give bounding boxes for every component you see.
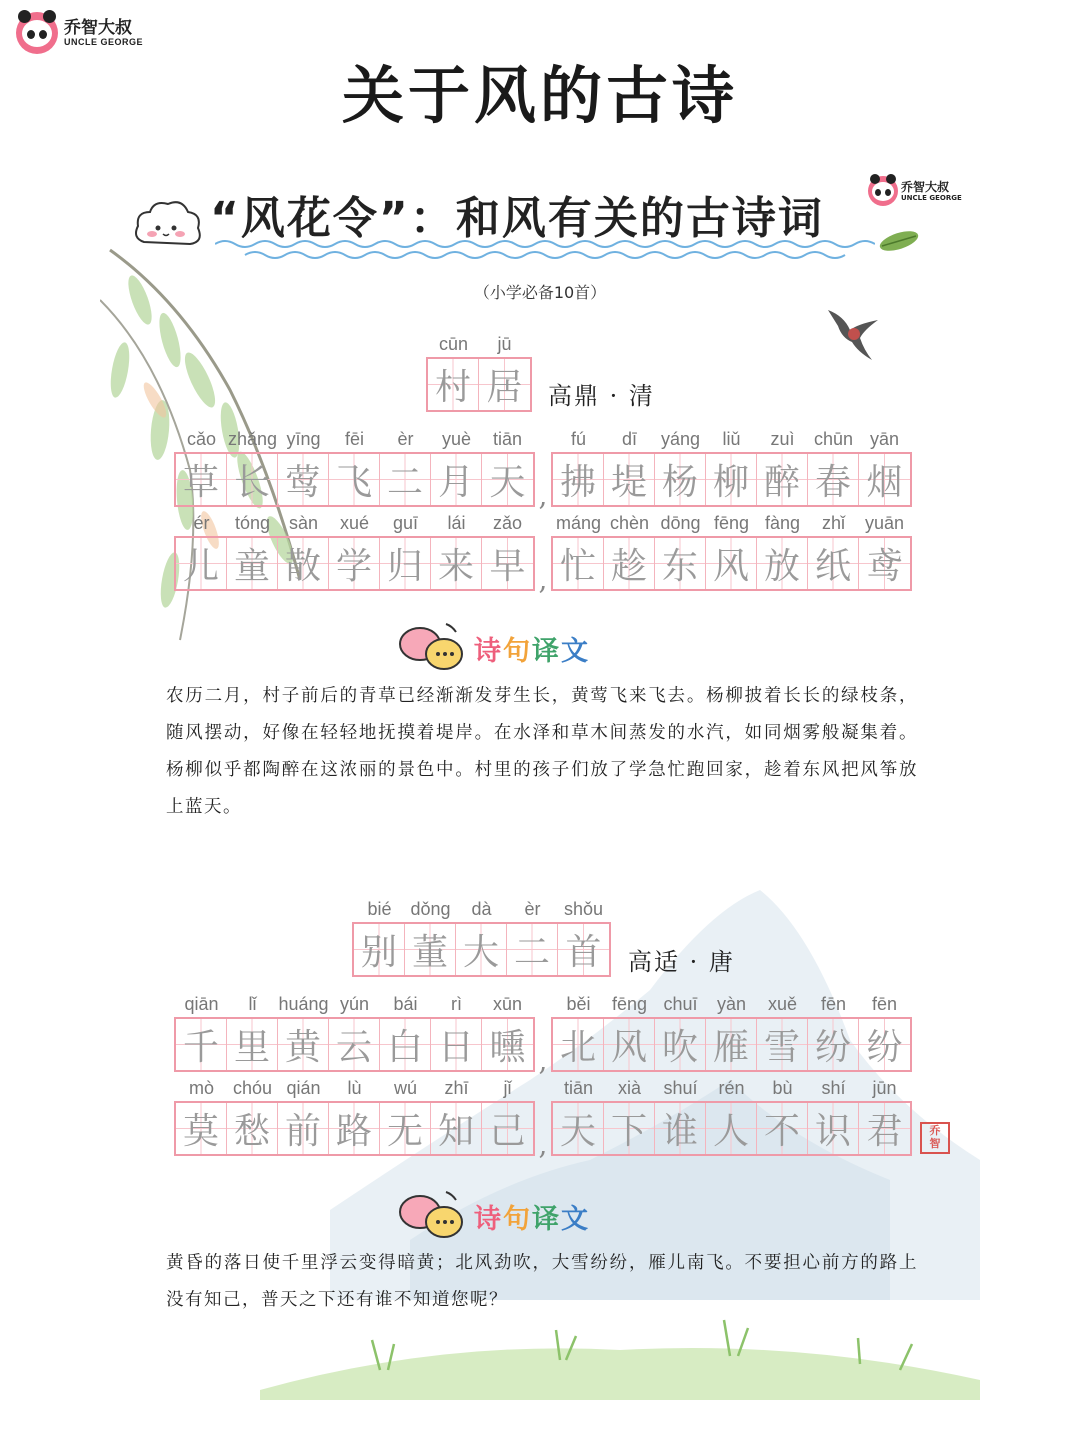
comma: ,	[538, 479, 548, 512]
hanzi: 下	[610, 1111, 647, 1152]
leaf-icon	[876, 228, 922, 254]
pinyin: dōng	[660, 513, 701, 533]
hanzi: 莫	[182, 1111, 219, 1152]
pinyin: fēn	[871, 994, 898, 1014]
poem-2-author: 高适 · 唐	[628, 948, 735, 976]
hanzi: 日	[437, 1027, 474, 1068]
verse-half-group	[174, 1078, 535, 1156]
hanzi: 吹	[661, 1027, 698, 1068]
hanzi: 首	[565, 932, 602, 973]
willow-branch-icon	[100, 240, 330, 660]
pinyin: fēi	[344, 429, 364, 449]
wave-decoration-icon	[215, 238, 875, 260]
pinyin: èr	[524, 899, 541, 919]
character-cell	[604, 1078, 655, 1154]
hanzi: 千	[182, 1027, 219, 1068]
hanzi: 雁	[712, 1027, 749, 1068]
pinyin: yīng	[286, 429, 321, 449]
poem-2-translation: 黄昏的落日使千里浮云变得暗黄；北风劲吹，大雪纷纷，雁儿南飞。不要担心前方的路上没有知己，普天之下还有谁不知道您呢？	[166, 1253, 918, 1310]
character-cell	[176, 429, 227, 505]
hanzi: 天	[489, 462, 526, 503]
poem-1-line-2	[174, 513, 912, 596]
verse-half-group	[551, 1078, 912, 1156]
hanzi: 人	[712, 1111, 749, 1152]
hanzi: 早	[489, 546, 526, 587]
character-cell	[808, 429, 859, 505]
pinyin: sàn	[288, 513, 319, 533]
pinyin: bái	[393, 994, 418, 1014]
pinyin: rén	[718, 1078, 745, 1098]
hanzi: 云	[335, 1027, 372, 1068]
character-cell	[329, 1078, 380, 1154]
character-cell	[227, 513, 278, 589]
hanzi: 莺	[284, 462, 321, 503]
character-cell	[380, 994, 431, 1070]
character-cell	[431, 1078, 482, 1154]
character-cell	[482, 429, 533, 505]
character-cell	[757, 513, 808, 589]
pinyin: zǎo	[492, 513, 523, 533]
poem-title-group	[352, 899, 611, 977]
hanzi: 无	[386, 1111, 423, 1152]
character-cell	[329, 429, 380, 505]
pinyin: xuě	[767, 994, 798, 1014]
hanzi: 春	[814, 462, 851, 503]
character-cell	[604, 429, 655, 505]
pinyin: qián	[286, 1078, 321, 1098]
poem-1-author: 高鼎 · 清	[548, 382, 655, 410]
hanzi: 村	[434, 367, 471, 408]
verse-half-group	[551, 513, 912, 591]
pinyin: bù	[772, 1078, 793, 1098]
hanzi: 二	[386, 462, 423, 503]
character-cell	[507, 899, 558, 975]
pinyin: huáng	[278, 994, 329, 1014]
character-cell	[227, 429, 278, 505]
character-cell	[380, 513, 431, 589]
character-cell	[329, 513, 380, 589]
character-cell	[553, 513, 604, 589]
pinyin: fēng	[611, 994, 648, 1014]
verse-half-group	[551, 429, 912, 507]
pinyin: shuí	[663, 1078, 698, 1098]
pinyin: máng	[555, 513, 602, 533]
character-cell	[278, 1078, 329, 1154]
comma: ,	[538, 1128, 548, 1161]
character-cell	[329, 994, 380, 1070]
verse-half-group	[174, 429, 535, 507]
character-cell	[859, 1078, 910, 1154]
character-cell	[655, 429, 706, 505]
pinyin: zhǐ	[821, 513, 845, 533]
pinyin: liǔ	[722, 429, 741, 449]
pinyin: guī	[392, 513, 419, 533]
banner-logo-cn: 乔智大叔	[901, 179, 950, 194]
pinyin: fàng	[764, 513, 801, 533]
hanzi: 董	[411, 932, 448, 973]
pinyin: dà	[471, 899, 492, 919]
hanzi: 己	[489, 1111, 526, 1152]
pinyin: chuī	[663, 994, 698, 1014]
character-cell	[431, 513, 482, 589]
character-cell	[278, 429, 329, 505]
hanzi: 前	[284, 1111, 321, 1152]
hanzi: 纸	[814, 546, 851, 587]
pinyin: èr	[397, 429, 414, 449]
hanzi: 忙	[559, 546, 596, 587]
pinyin: fú	[570, 429, 586, 449]
verse-half-group	[551, 994, 912, 1072]
hanzi: 愁	[233, 1111, 270, 1152]
hanzi: 杨	[661, 462, 698, 503]
pinyin: xué	[339, 513, 370, 533]
pinyin: shí	[821, 1078, 846, 1098]
character-cell	[859, 429, 910, 505]
logo-cn: 乔智大叔	[64, 18, 132, 38]
hanzi: 拂	[559, 462, 596, 503]
character-cell	[859, 994, 910, 1070]
character-cell	[757, 1078, 808, 1154]
poem-title-group	[426, 334, 532, 412]
hanzi: 雪	[763, 1027, 800, 1068]
hanzi: 草	[182, 462, 219, 503]
speech-bubbles-icon	[394, 1188, 468, 1244]
hanzi: 黄	[284, 1027, 321, 1068]
pinyin: zuì	[770, 429, 795, 449]
pinyin: tiān	[492, 429, 523, 449]
hanzi: 风	[610, 1027, 647, 1068]
character-cell	[482, 513, 533, 589]
panda-logo-icon	[868, 176, 898, 206]
pinyin: cūn	[438, 334, 469, 354]
character-cell	[227, 1078, 278, 1154]
pinyin: yuè	[441, 429, 472, 449]
hanzi: 月	[437, 462, 474, 503]
comma: ,	[538, 563, 548, 596]
hanzi: 二	[513, 932, 550, 973]
character-cell	[176, 513, 227, 589]
hanzi: 风	[712, 546, 749, 587]
hanzi: 柳	[712, 462, 749, 503]
poem-1-line-1	[174, 429, 912, 512]
comma: ,	[538, 1044, 548, 1077]
character-cell	[553, 1078, 604, 1154]
character-cell	[558, 899, 609, 975]
character-cell	[479, 334, 530, 410]
character-cell	[553, 994, 604, 1070]
character-cell	[176, 1078, 227, 1154]
pinyin: chūn	[813, 429, 854, 449]
character-cell	[482, 1078, 533, 1154]
pinyin: chèn	[609, 513, 650, 533]
character-cell	[808, 513, 859, 589]
pinyin: lǐ	[248, 994, 257, 1014]
verse-half-group	[174, 994, 535, 1072]
hanzi: 来	[437, 546, 474, 587]
pinyin: lái	[447, 513, 466, 533]
hanzi: 东	[661, 546, 698, 587]
pinyin: fēng	[713, 513, 750, 533]
character-cell	[604, 994, 655, 1070]
pinyin: cǎo	[186, 429, 217, 449]
pinyin: zhī	[444, 1078, 469, 1098]
character-cell	[482, 994, 533, 1070]
character-cell	[227, 994, 278, 1070]
swallow-bird-icon	[824, 306, 888, 364]
hanzi: 大	[462, 932, 499, 973]
pinyin: chóu	[232, 1078, 273, 1098]
hanzi: 白	[386, 1027, 423, 1068]
pinyin: xūn	[492, 994, 523, 1014]
character-cell	[176, 994, 227, 1070]
pinyin: xià	[617, 1078, 641, 1098]
pinyin: bié	[367, 899, 392, 919]
hanzi: 趁	[610, 546, 647, 587]
hanzi: 识	[814, 1111, 851, 1152]
pinyin: běi	[566, 994, 591, 1014]
hanzi: 居	[486, 367, 523, 408]
pinyin: rì	[451, 994, 462, 1014]
pinyin: tiān	[563, 1078, 594, 1098]
subtitle: （小学必备10首）	[473, 283, 607, 302]
character-cell	[706, 994, 757, 1070]
logo-en: UNCLE GEORGE	[64, 37, 144, 47]
pinyin: dī	[621, 429, 637, 449]
character-cell	[706, 429, 757, 505]
pinyin: yáng	[660, 429, 701, 449]
hanzi: 鸢	[866, 546, 903, 587]
banner-logo-en: UNCLE GEORGE	[901, 193, 962, 202]
hanzi: 曛	[489, 1027, 526, 1068]
poem-2-line-1	[174, 994, 912, 1077]
hanzi: 散	[284, 546, 321, 587]
hanzi: 谁	[661, 1111, 698, 1152]
pinyin: jūn	[872, 1078, 897, 1098]
character-cell	[456, 899, 507, 975]
pinyin: tóng	[234, 513, 271, 533]
speech-bubbles-icon	[394, 620, 468, 676]
hanzi: 北	[559, 1027, 596, 1068]
pinyin: lù	[347, 1078, 362, 1098]
pinyin: yān	[869, 429, 900, 449]
pinyin: jǐ	[503, 1078, 512, 1098]
hanzi: 醉	[763, 462, 800, 503]
pinyin: mò	[188, 1078, 214, 1098]
hanzi: 里	[233, 1027, 270, 1068]
pinyin: zhǎng	[227, 429, 278, 449]
hanzi: 路	[335, 1111, 372, 1152]
character-cell	[278, 994, 329, 1070]
character-cell	[380, 1078, 431, 1154]
character-cell	[278, 513, 329, 589]
character-cell	[604, 513, 655, 589]
hanzi: 童	[233, 546, 270, 587]
page-title: 关于风的古诗	[341, 59, 738, 132]
character-cell	[553, 429, 604, 505]
poem-1-translation: 农历二月，村子前后的青草已经渐渐发芽生长，黄莺飞来飞去。杨柳披着长长的绿枝条，随风摆动，好像在轻轻地抚摸着堤岸。在水泽和草木间蒸发的水汽，如同烟雾般凝集着。杨柳似乎都陶醉在这浓丽的景色中。村里的孩子们放了学急忙跑回家，趁着东风把风筝放上蓝天。	[166, 686, 918, 817]
hanzi: 纷	[814, 1027, 851, 1068]
banner-logo	[868, 176, 962, 206]
character-cell	[380, 429, 431, 505]
pinyin: yún	[339, 994, 370, 1014]
hanzi: 学	[335, 546, 372, 587]
hanzi: 别	[360, 932, 397, 973]
cloud-icon	[132, 198, 204, 254]
pinyin: ér	[193, 513, 210, 533]
hanzi: 君	[866, 1111, 903, 1152]
pinyin: jū	[497, 334, 512, 354]
character-cell	[706, 513, 757, 589]
character-cell	[808, 994, 859, 1070]
character-cell	[655, 1078, 706, 1154]
translation-label: 诗句译文	[474, 635, 590, 667]
poem-2-translation-heading	[394, 1188, 590, 1244]
character-cell	[757, 429, 808, 505]
pinyin: shǒu	[563, 899, 604, 919]
character-cell	[706, 1078, 757, 1154]
pinyin: wú	[393, 1078, 417, 1098]
character-cell	[354, 899, 405, 975]
hanzi: 不	[763, 1111, 800, 1152]
hanzi: 放	[763, 546, 800, 587]
translation-label: 诗句译文	[474, 1203, 590, 1235]
pinyin: qiān	[184, 994, 219, 1014]
banner-title: “风花令”：和风有关的古诗词	[210, 193, 824, 244]
poem-1-translation-heading	[394, 620, 590, 676]
hanzi: 烟	[866, 462, 903, 503]
hanzi: 归	[386, 546, 423, 587]
pinyin: yàn	[716, 994, 747, 1014]
character-cell	[431, 429, 482, 505]
red-seal-stamp-icon: 乔 智	[920, 1122, 950, 1154]
character-cell	[655, 994, 706, 1070]
character-cell	[405, 899, 456, 975]
hanzi: 天	[559, 1111, 596, 1152]
hanzi: 飞	[335, 462, 372, 503]
character-cell	[859, 513, 910, 589]
character-cell	[431, 994, 482, 1070]
character-cell	[655, 513, 706, 589]
poem-2-line-2	[174, 1078, 912, 1161]
character-cell	[808, 1078, 859, 1154]
poem-1-title	[426, 334, 532, 412]
hanzi: 长	[233, 462, 270, 503]
hanzi: 儿	[182, 546, 219, 587]
poem-2-title	[352, 899, 611, 977]
hanzi: 纷	[866, 1027, 903, 1068]
character-cell	[757, 994, 808, 1070]
pinyin: yuān	[864, 513, 905, 533]
hanzi: 知	[437, 1111, 474, 1152]
character-cell	[428, 334, 479, 410]
hanzi: 堤	[610, 462, 647, 503]
verse-half-group	[174, 513, 535, 591]
pinyin: fēn	[820, 994, 847, 1014]
pinyin: dǒng	[410, 899, 451, 919]
